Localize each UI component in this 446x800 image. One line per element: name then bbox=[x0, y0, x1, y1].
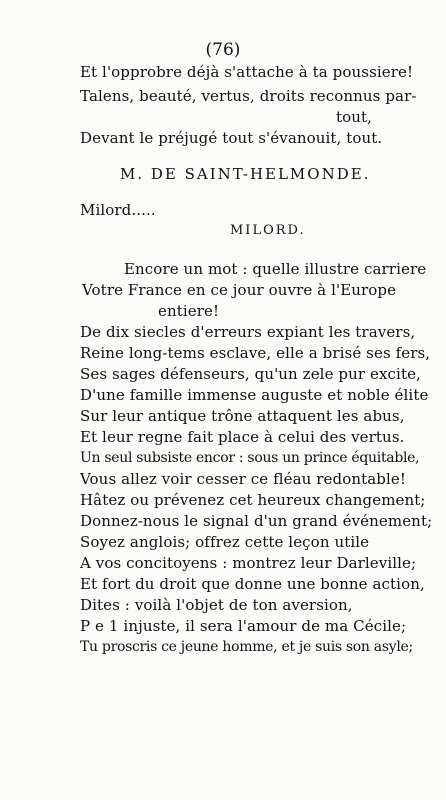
speaker-name: M. DE SAINT-HELMONDE. bbox=[120, 165, 371, 183]
verse-line: Soyez anglois; offrez cette leçon utile bbox=[80, 533, 370, 551]
text-line: Talens, beauté, vertus, droits reconnus par- bbox=[80, 87, 417, 105]
verse-line: Tu proscris ce jeune homme, et je suis son asyle; bbox=[80, 639, 413, 655]
verse-line: Donnez-nous le signal d'un grand événement; bbox=[80, 512, 433, 530]
verse-line: Un seul subsiste encor : sous un prince équitable, bbox=[80, 450, 420, 466]
verse-line: A vos concitoyens : montrez leur Darleville; bbox=[80, 554, 417, 572]
speaker-address: Milord..... bbox=[80, 201, 156, 219]
verse-line: Dites : voilà l'objet de ton aversion, bbox=[80, 596, 353, 614]
verse-line: Et fort du droit que donne une bonne action, bbox=[80, 575, 425, 593]
verse-line: Encore un mot : quelle illustre carriere bbox=[124, 260, 427, 278]
verse-line: Ses sages défenseurs, qu'un zele pur excite, bbox=[80, 365, 421, 383]
verse-line: D'une famille immense auguste et noble élite bbox=[80, 386, 429, 404]
text-line: Et l'opprobre déjà s'attache à ta poussiere! bbox=[80, 63, 414, 81]
verse-line: Vous allez voir cesser ce fléau redontable! bbox=[80, 470, 406, 488]
verse-line: Votre France en ce jour ouvre à l'Europe bbox=[82, 281, 397, 299]
verse-line: P e 1 injuste, il sera l'amour de ma Cécile; bbox=[80, 617, 407, 635]
verse-line: Reine long-tems esclave, elle a brisé ses fers, bbox=[80, 344, 431, 362]
verse-line: De dix siecles d'erreurs expiant les travers, bbox=[80, 323, 416, 341]
speaker-name: MILORD. bbox=[230, 223, 306, 238]
verse-line: Et leur regne fait place à celui des vertus. bbox=[80, 428, 405, 446]
verse-line: Sur leur antique trône attaquent les abus, bbox=[80, 407, 405, 425]
text-line: Devant le préjugé tout s'évanouit, tout. bbox=[80, 129, 383, 147]
text-line: tout, bbox=[336, 108, 373, 126]
page-number: (76) bbox=[205, 40, 241, 60]
verse-line: entiere! bbox=[158, 302, 220, 320]
verse-line: Hâtez ou prévenez cet heureux changement; bbox=[80, 491, 426, 509]
